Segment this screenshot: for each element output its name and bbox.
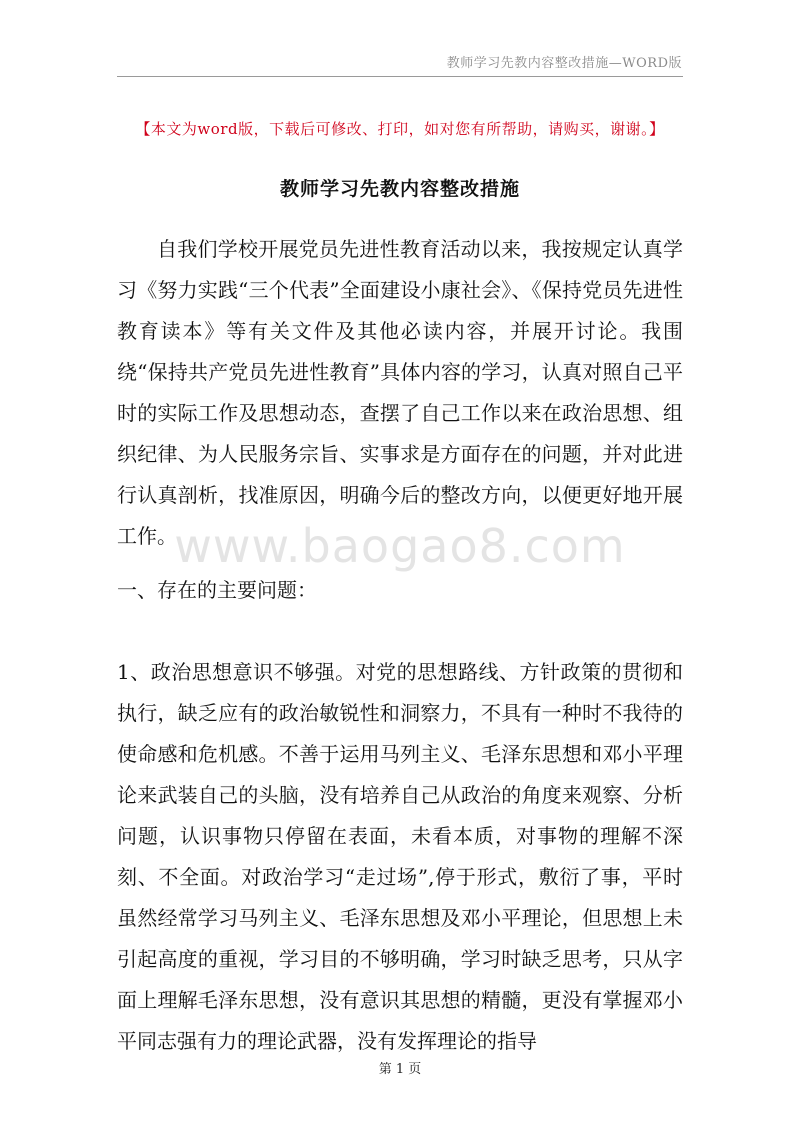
document-title: 教师学习先教内容整改措施 xyxy=(279,178,520,200)
purchase-notice: 【本文为word版，下载后可修改、打印，如对您有所帮助，请购买，谢谢。】 xyxy=(135,120,665,138)
intro-paragraph: 自我们学校开展党员先进性教育活动以来，我按规定认真学习《努力实践“三个代表”全面建设小康社会》、《保持党员先进性教育读本》等有关文件及其他必读内容，并展开讨论。我围绕“保持共产党员先进性教育”具体内容的学习，认真对照自己平时的实际工作及思想动态，查摆了自己工作以来在政治思想、组织纪律、为人民服务宗旨、实事求是方面存在的问题，并对此进行认真剖析，找准原因，明确今后的整改方向，以便更好地开展工作。 xyxy=(117,237,683,548)
header-divider xyxy=(117,76,683,77)
page-number: 第 1 页 xyxy=(378,1062,422,1077)
paragraph-one: 1、政治思想意识不够强。对党的思想路线、方针政策的贯彻和执行，缺乏应有的政治敏锐性和洞察力，不具有一种时不我待的使命感和危机感。不善于运用马列主义、毛泽东思想和邓小平理论来武装自己的头脑，没有培养自己从政治的角度来观察、分析问题，认识事物只停留在表面，未看本质，对事物的理解不深刻、不全面。对政治学习“走过场”,停于形式，敷衍了事，平时虽然经常学习马列主义、毛泽东思想及邓小平理论，但思想上未引起高度的重视，学习目的不够明确，学习时缺乏思考，只从字面上理解毛泽东思想，没有意识其思想的精髓，更没有掌握邓小平同志强有力的理论武器，没有发挥理论的指导 xyxy=(117,660,683,1053)
running-header: 教师学习先教内容整改措施—WORD版 xyxy=(446,56,682,71)
watermark: www.baogao8.com xyxy=(174,519,626,573)
section-heading: 一、存在的主要问题： xyxy=(117,578,317,602)
